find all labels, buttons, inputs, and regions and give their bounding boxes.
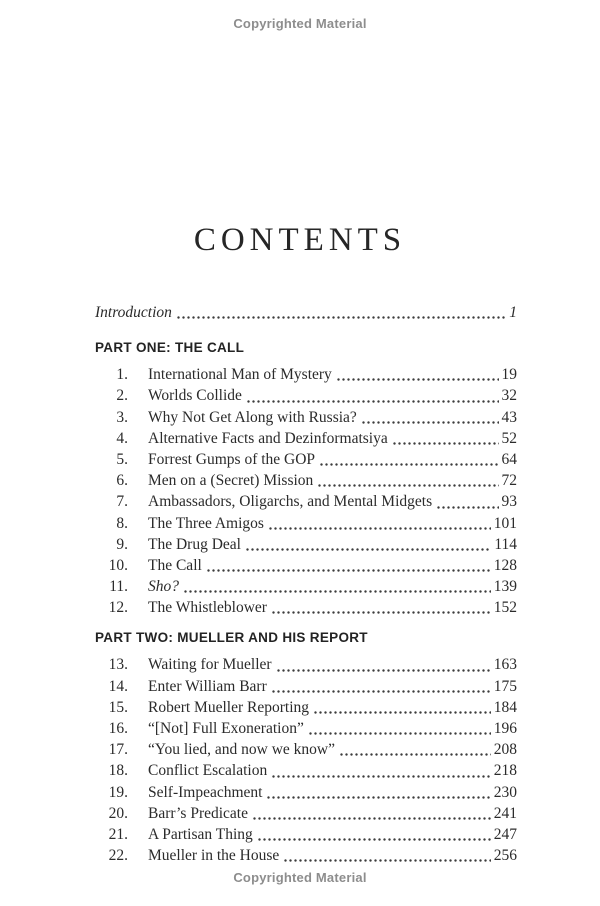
- chapter-page: 128: [493, 556, 517, 574]
- chapter-number: 19.: [108, 783, 128, 801]
- chapter-title: The Whistleblower: [148, 599, 267, 617]
- toc-entry: [95, 491, 517, 512]
- dot-leader: [272, 775, 491, 778]
- intro-label: Introduction: [95, 304, 172, 321]
- part-one-chapter-list: [95, 364, 517, 618]
- chapter-title: Alternative Facts and Dezinformatsiya: [148, 429, 388, 447]
- chapter-page: 196: [493, 720, 517, 737]
- chapter-page: 43: [501, 408, 517, 426]
- chapter-number: 3.: [116, 408, 128, 426]
- chapter-title: Worlds Collide: [148, 387, 242, 405]
- chapter-number: 21.: [108, 825, 128, 843]
- toc-entry: [95, 597, 517, 618]
- chapter-title: Conflict Escalation: [148, 762, 268, 780]
- chapter-number: 22.: [108, 847, 128, 865]
- toc-entry: [95, 803, 517, 824]
- chapter-title: Waiting for Mueller: [148, 656, 272, 674]
- toc-entry: [95, 385, 517, 406]
- chapter-number: 10.: [108, 556, 128, 574]
- toc-entry: [95, 364, 517, 385]
- chapter-title: “You lied, and now we know”: [148, 741, 335, 759]
- chapter-title: Mueller in the House: [148, 847, 280, 865]
- toc-entry: [95, 470, 517, 491]
- chapter-page: 218: [493, 762, 517, 780]
- chapter-title: “[Not] Full Exoneration”: [148, 720, 304, 737]
- chapter-page: 184: [493, 698, 517, 716]
- chapter-title: Sho?: [148, 578, 179, 596]
- toc-entry: [95, 845, 517, 866]
- chapter-title: Ambassadors, Oligarchs, and Mental Midgets: [148, 493, 433, 511]
- chapter-title: Forrest Gumps of the GOP: [148, 450, 316, 468]
- toc-entry: [95, 676, 517, 697]
- toc-entry: [95, 697, 517, 718]
- dot-leader: [184, 590, 491, 593]
- chapter-page: 208: [493, 741, 517, 759]
- toc-entry: [95, 555, 517, 576]
- part-two-heading: PART TWO: MUELLER AND HIS REPORT: [95, 630, 368, 646]
- dot-leader: [253, 817, 491, 820]
- toc-entry: [95, 449, 517, 470]
- toc-entry: [95, 824, 517, 845]
- dot-leader: [437, 506, 498, 509]
- toc-entry: [95, 513, 517, 534]
- chapter-page: 52: [501, 429, 517, 447]
- part-one-heading: PART ONE: THE CALL: [95, 340, 245, 356]
- chapter-page: 247: [493, 825, 517, 843]
- chapter-number: 20.: [108, 804, 128, 822]
- chapter-page: 19: [501, 366, 517, 384]
- chapter-title: Enter William Barr: [148, 677, 267, 695]
- dot-leader: [207, 569, 491, 572]
- dot-leader: [340, 753, 491, 756]
- chapter-page: 163: [493, 656, 517, 674]
- chapter-number: 17.: [108, 741, 128, 759]
- dot-leader: [309, 732, 491, 735]
- chapter-page: 175: [493, 677, 517, 695]
- chapter-page: 139: [493, 578, 517, 596]
- chapter-number: 12.: [108, 599, 128, 617]
- chapter-page: 101: [493, 514, 517, 532]
- dot-leader: [337, 378, 499, 381]
- chapter-number: 5.: [116, 450, 128, 468]
- chapter-title: A Partisan Thing: [148, 825, 253, 843]
- toc-entry: [95, 760, 517, 781]
- toc-entry: [95, 576, 517, 597]
- dot-leader: [247, 400, 499, 403]
- dot-leader: [362, 421, 499, 424]
- chapter-page: 256: [493, 847, 517, 865]
- chapter-page: 32: [501, 387, 517, 405]
- toc-entry-introduction: [95, 302, 517, 323]
- chapter-number: 15.: [108, 698, 128, 716]
- copyright-banner-bottom: Copyrighted Material: [233, 870, 367, 885]
- toc-entry: [95, 428, 517, 449]
- chapter-page: 241: [493, 804, 517, 822]
- chapter-page: 64: [501, 450, 517, 468]
- toc-entry: [95, 782, 517, 803]
- chapter-number: 16.: [108, 720, 128, 737]
- dot-leader: [320, 463, 498, 466]
- chapter-number: 8.: [116, 514, 128, 532]
- chapter-number: 14.: [108, 677, 128, 695]
- dot-leader: [272, 611, 491, 614]
- chapter-title: Barr’s Predicate: [148, 804, 248, 822]
- dot-leader: [258, 838, 491, 841]
- dot-leader: [267, 796, 490, 799]
- chapter-number: 7.: [116, 493, 128, 511]
- dot-leader: [277, 669, 491, 672]
- chapter-title: Men on a (Secret) Mission: [148, 472, 314, 490]
- chapter-title: The Call: [148, 556, 202, 574]
- chapter-number: 18.: [108, 762, 128, 780]
- chapter-page: 93: [501, 493, 517, 511]
- toc-entry: [95, 654, 517, 675]
- chapter-title: The Drug Deal: [148, 535, 241, 553]
- chapter-page: 114: [494, 535, 517, 553]
- chapter-title: Self-Impeachment: [148, 783, 263, 801]
- chapter-number: 4.: [116, 429, 128, 447]
- chapter-number: 11.: [109, 578, 128, 596]
- chapter-number: 6.: [116, 472, 128, 490]
- toc-entry: [95, 739, 517, 760]
- chapter-title: Robert Mueller Reporting: [148, 698, 309, 716]
- dot-leader: [314, 711, 491, 714]
- chapter-page: 230: [493, 783, 517, 801]
- table-of-contents: [95, 302, 517, 866]
- toc-entry: [95, 407, 517, 428]
- chapter-number: 13.: [108, 656, 128, 674]
- dot-leader: [318, 484, 498, 487]
- chapter-title: International Man of Mystery: [148, 366, 332, 384]
- dot-leader: [269, 527, 491, 530]
- intro-page: 1: [509, 304, 517, 321]
- dot-leader: [272, 690, 491, 693]
- chapter-title: The Three Amigos: [148, 514, 264, 532]
- chapter-number: 9.: [116, 535, 128, 553]
- dot-leader: [284, 859, 490, 862]
- toc-entry: [95, 534, 517, 555]
- chapter-number: 1.: [116, 366, 128, 384]
- dot-leader: [393, 442, 499, 445]
- chapter-title: Why Not Get Along with Russia?: [148, 408, 357, 426]
- dot-leader: [246, 548, 491, 551]
- dot-leader: [177, 316, 506, 319]
- chapter-number: 2.: [116, 387, 128, 405]
- part-two-chapter-list: [95, 654, 517, 866]
- toc-entry: [95, 718, 517, 739]
- chapter-page: 72: [501, 472, 517, 490]
- copyright-banner-top: Copyrighted Material: [233, 16, 367, 31]
- page-title: CONTENTS: [193, 222, 407, 259]
- chapter-page: 152: [493, 599, 517, 617]
